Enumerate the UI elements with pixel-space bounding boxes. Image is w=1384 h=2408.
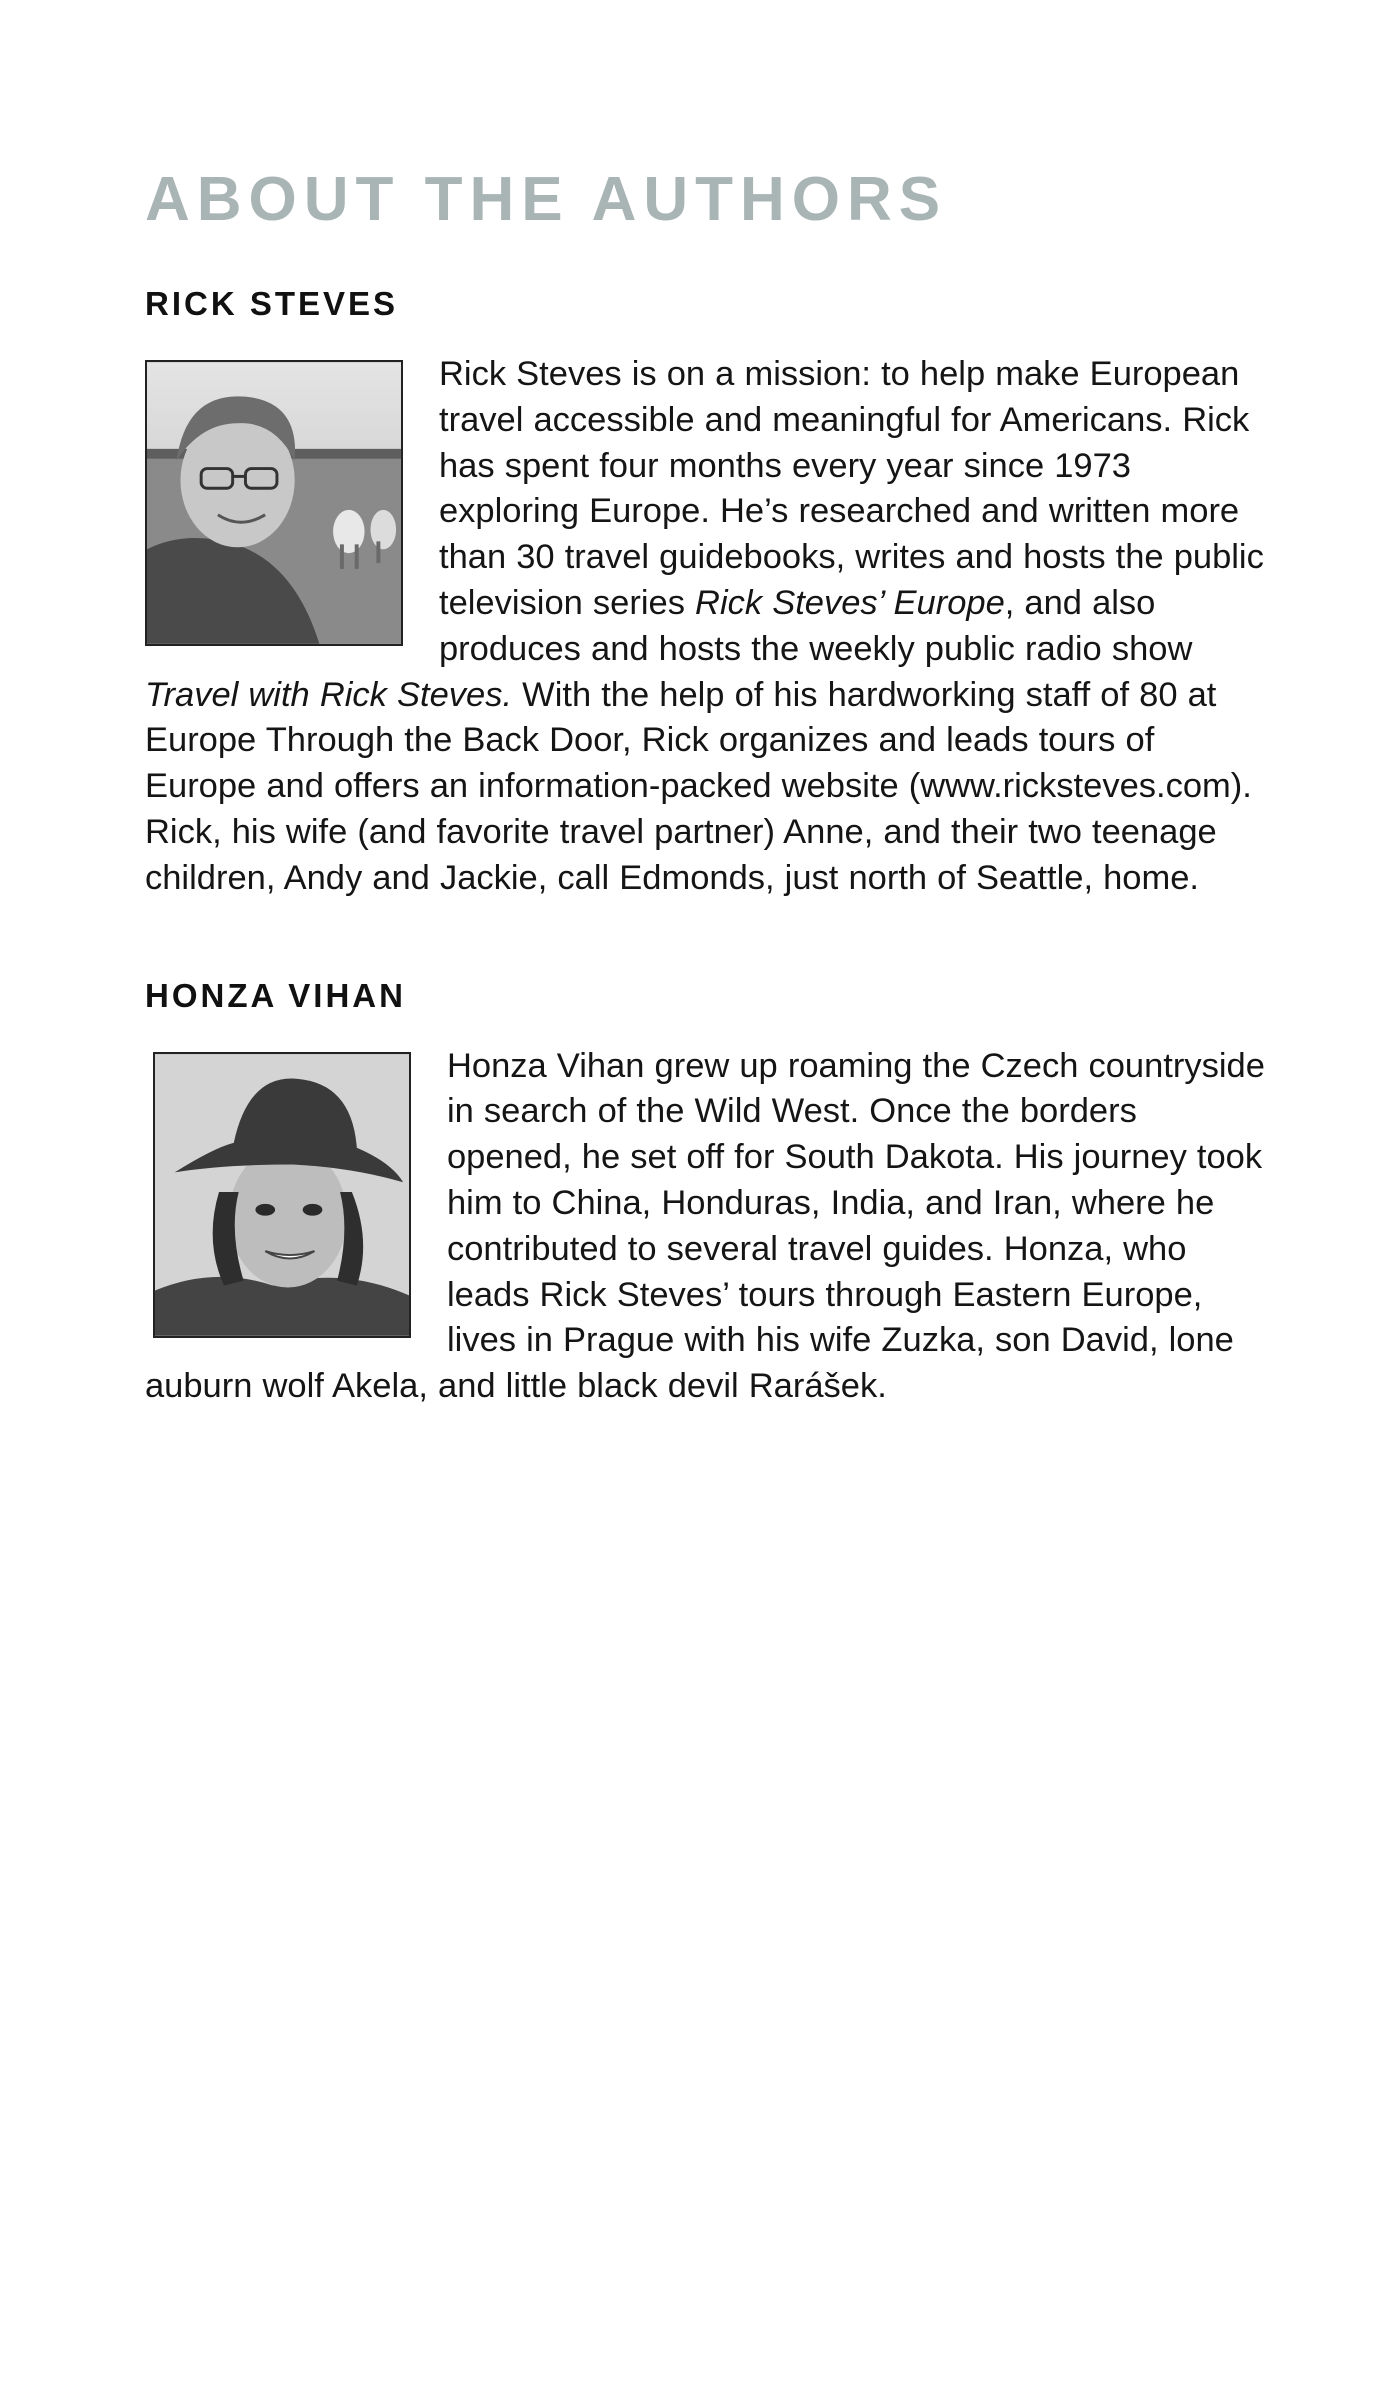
honza-vihan-photo bbox=[153, 1052, 411, 1338]
author-name-honza-vihan: HONZA VIHAN bbox=[145, 976, 406, 1014]
rick-steves-portrait-image bbox=[147, 362, 401, 644]
bio-text-part: Rick Steves is on a mission: to help make European travel accessible and meaningful for Americans. Rick has spent four months every year since 1973 exploring Europe. He’s researched and written more than 30 travel guidebooks, writes and hosts the public television series bbox=[439, 355, 1264, 622]
author-bio-rick-steves bbox=[145, 352, 1270, 902]
rick-steves-photo bbox=[145, 360, 403, 646]
bio-text-part: , and also produces and hosts the weekly public radio show bbox=[439, 583, 1193, 668]
author-section-honza-vihan bbox=[145, 974, 1270, 1410]
bio-text-part: With the help of his hardworking staff of 80 at Europe Through the Back Door, Rick organizes and leads tours of Europe and offers an information-packed website (www.ricksteves.com). Rick, his wife (and favorite travel partner) Anne, and their two teenage children, Andy and Jackie, call Edmonds, just north of Seattle, home. bbox=[145, 675, 1252, 897]
author-bio-honza-vihan bbox=[145, 1044, 1270, 1410]
radio-show-title: Travel with Rick Steves. bbox=[145, 675, 513, 714]
tv-series-title: Rick Steves’ Europe bbox=[695, 583, 1005, 622]
author-section-rick-steves bbox=[145, 282, 1270, 902]
about-authors-page bbox=[145, 160, 1270, 1410]
page-title: ABOUT THE AUTHORS bbox=[145, 165, 948, 234]
honza-vihan-portrait-image bbox=[155, 1054, 409, 1336]
bio-text-part: Honza Vihan grew up roaming the Czech countryside in search of the Wild West. Once the borders opened, he set off for South Dakota. His journey took him to China, Honduras, India, and Iran, where he contributed to several travel guides. Honza, who leads Rick Steves’ tours through Eastern Europe, lives in Prague with his wife Zuzka, son David, lone auburn wolf Akela, and little black devil Rarášek. bbox=[145, 1046, 1265, 1406]
author-name-rick-steves: RICK STEVES bbox=[145, 285, 399, 322]
